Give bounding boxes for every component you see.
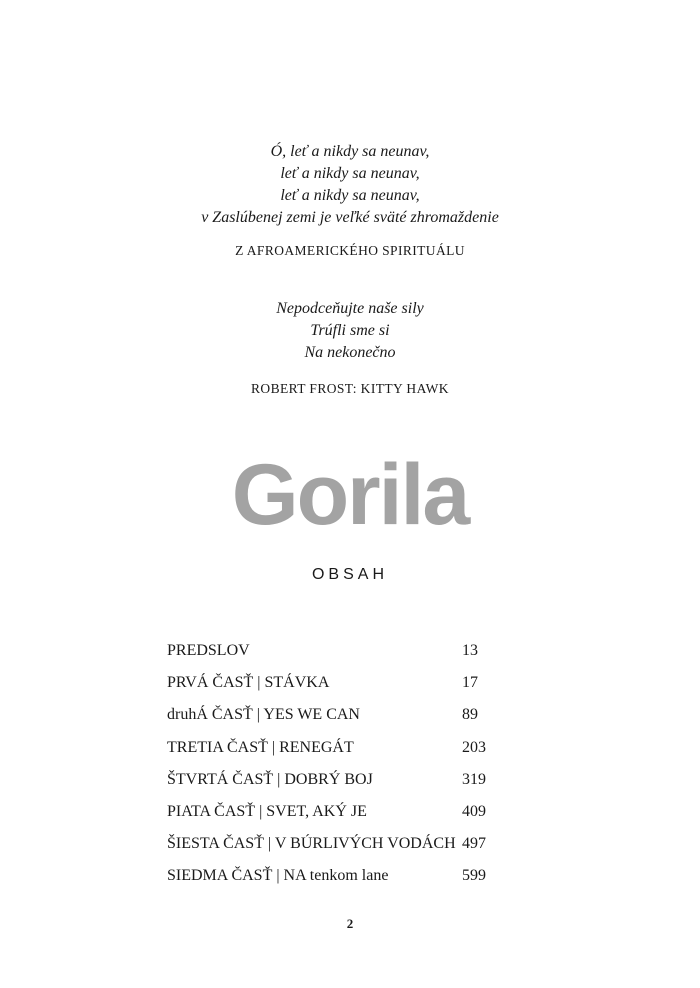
toc-entry-page: 409: [462, 802, 486, 820]
verse-line: leť a nikdy sa neunav,: [280, 165, 420, 182]
toc-entry-page: 13: [462, 642, 478, 659]
toc-entry-page: 599: [462, 867, 486, 885]
toc-entry-label: PREDSLOV: [167, 642, 250, 659]
toc-entry-part-6[interactable]: [167, 832, 512, 864]
publisher-watermark: Gorila: [231, 447, 469, 543]
epigraph-frost: [0, 298, 700, 397]
toc-entry-part-7[interactable]: [167, 864, 512, 896]
toc-entry-part-3[interactable]: [167, 736, 512, 768]
verse-line: Nepodceňujte naše sily: [276, 300, 424, 317]
verse-line: Ó, leť a nikdy sa neunav,: [270, 143, 430, 160]
epigraph-attribution: ROBERT FROST: KITTY HAWK: [251, 381, 449, 396]
toc-entry-label: SIEDMA ČASŤ | NA tenkom lane: [167, 867, 389, 885]
verse-line: Trúfli sme si: [310, 322, 390, 339]
toc-entry-page: 319: [462, 770, 486, 788]
toc-entry-predslov[interactable]: [167, 639, 512, 671]
toc-entry-label: ŠIESTA ČASŤ | V BÚRLIVÝCH VODÁCH: [167, 835, 456, 853]
epigraph-spiritual: [0, 141, 700, 259]
toc-entry-part-5[interactable]: [167, 800, 512, 832]
epigraph-attribution: Z AFROAMERICKÉHO SPIRITUÁLU: [235, 243, 465, 258]
verse-line: Na nekonečno: [304, 344, 396, 361]
toc-entry-label: PRVÁ ČASŤ | STÁVKA: [167, 674, 330, 692]
toc-entry-page: 203: [462, 738, 486, 756]
toc-entry-label: TRETIA ČASŤ | RENEGÁT: [167, 738, 354, 756]
toc-entry-label: ŠTVRTÁ ČASŤ | DOBRÝ BOJ: [167, 770, 373, 788]
toc-entry-page: 89: [462, 706, 478, 724]
toc-entry-part-1[interactable]: [167, 671, 512, 703]
toc-entry-part-2[interactable]: [167, 703, 512, 735]
table-of-contents: [167, 639, 512, 897]
toc-entry-page: 497: [462, 835, 486, 853]
verse-line: v Zaslúbenej zemi je veľké sväté zhromaždenie: [201, 209, 499, 226]
toc-title: OBSAH: [311, 566, 388, 583]
toc-entry-label: druhÁ ČASŤ | YES WE CAN: [167, 706, 360, 724]
verse-line: leť a nikdy sa neunav,: [280, 187, 420, 204]
toc-entry-page: 17: [462, 674, 478, 692]
page-number: 2: [346, 916, 354, 931]
toc-entry-label: PIATA ČASŤ | SVET, AKÝ JE: [167, 802, 367, 820]
toc-entry-part-4[interactable]: [167, 768, 512, 800]
